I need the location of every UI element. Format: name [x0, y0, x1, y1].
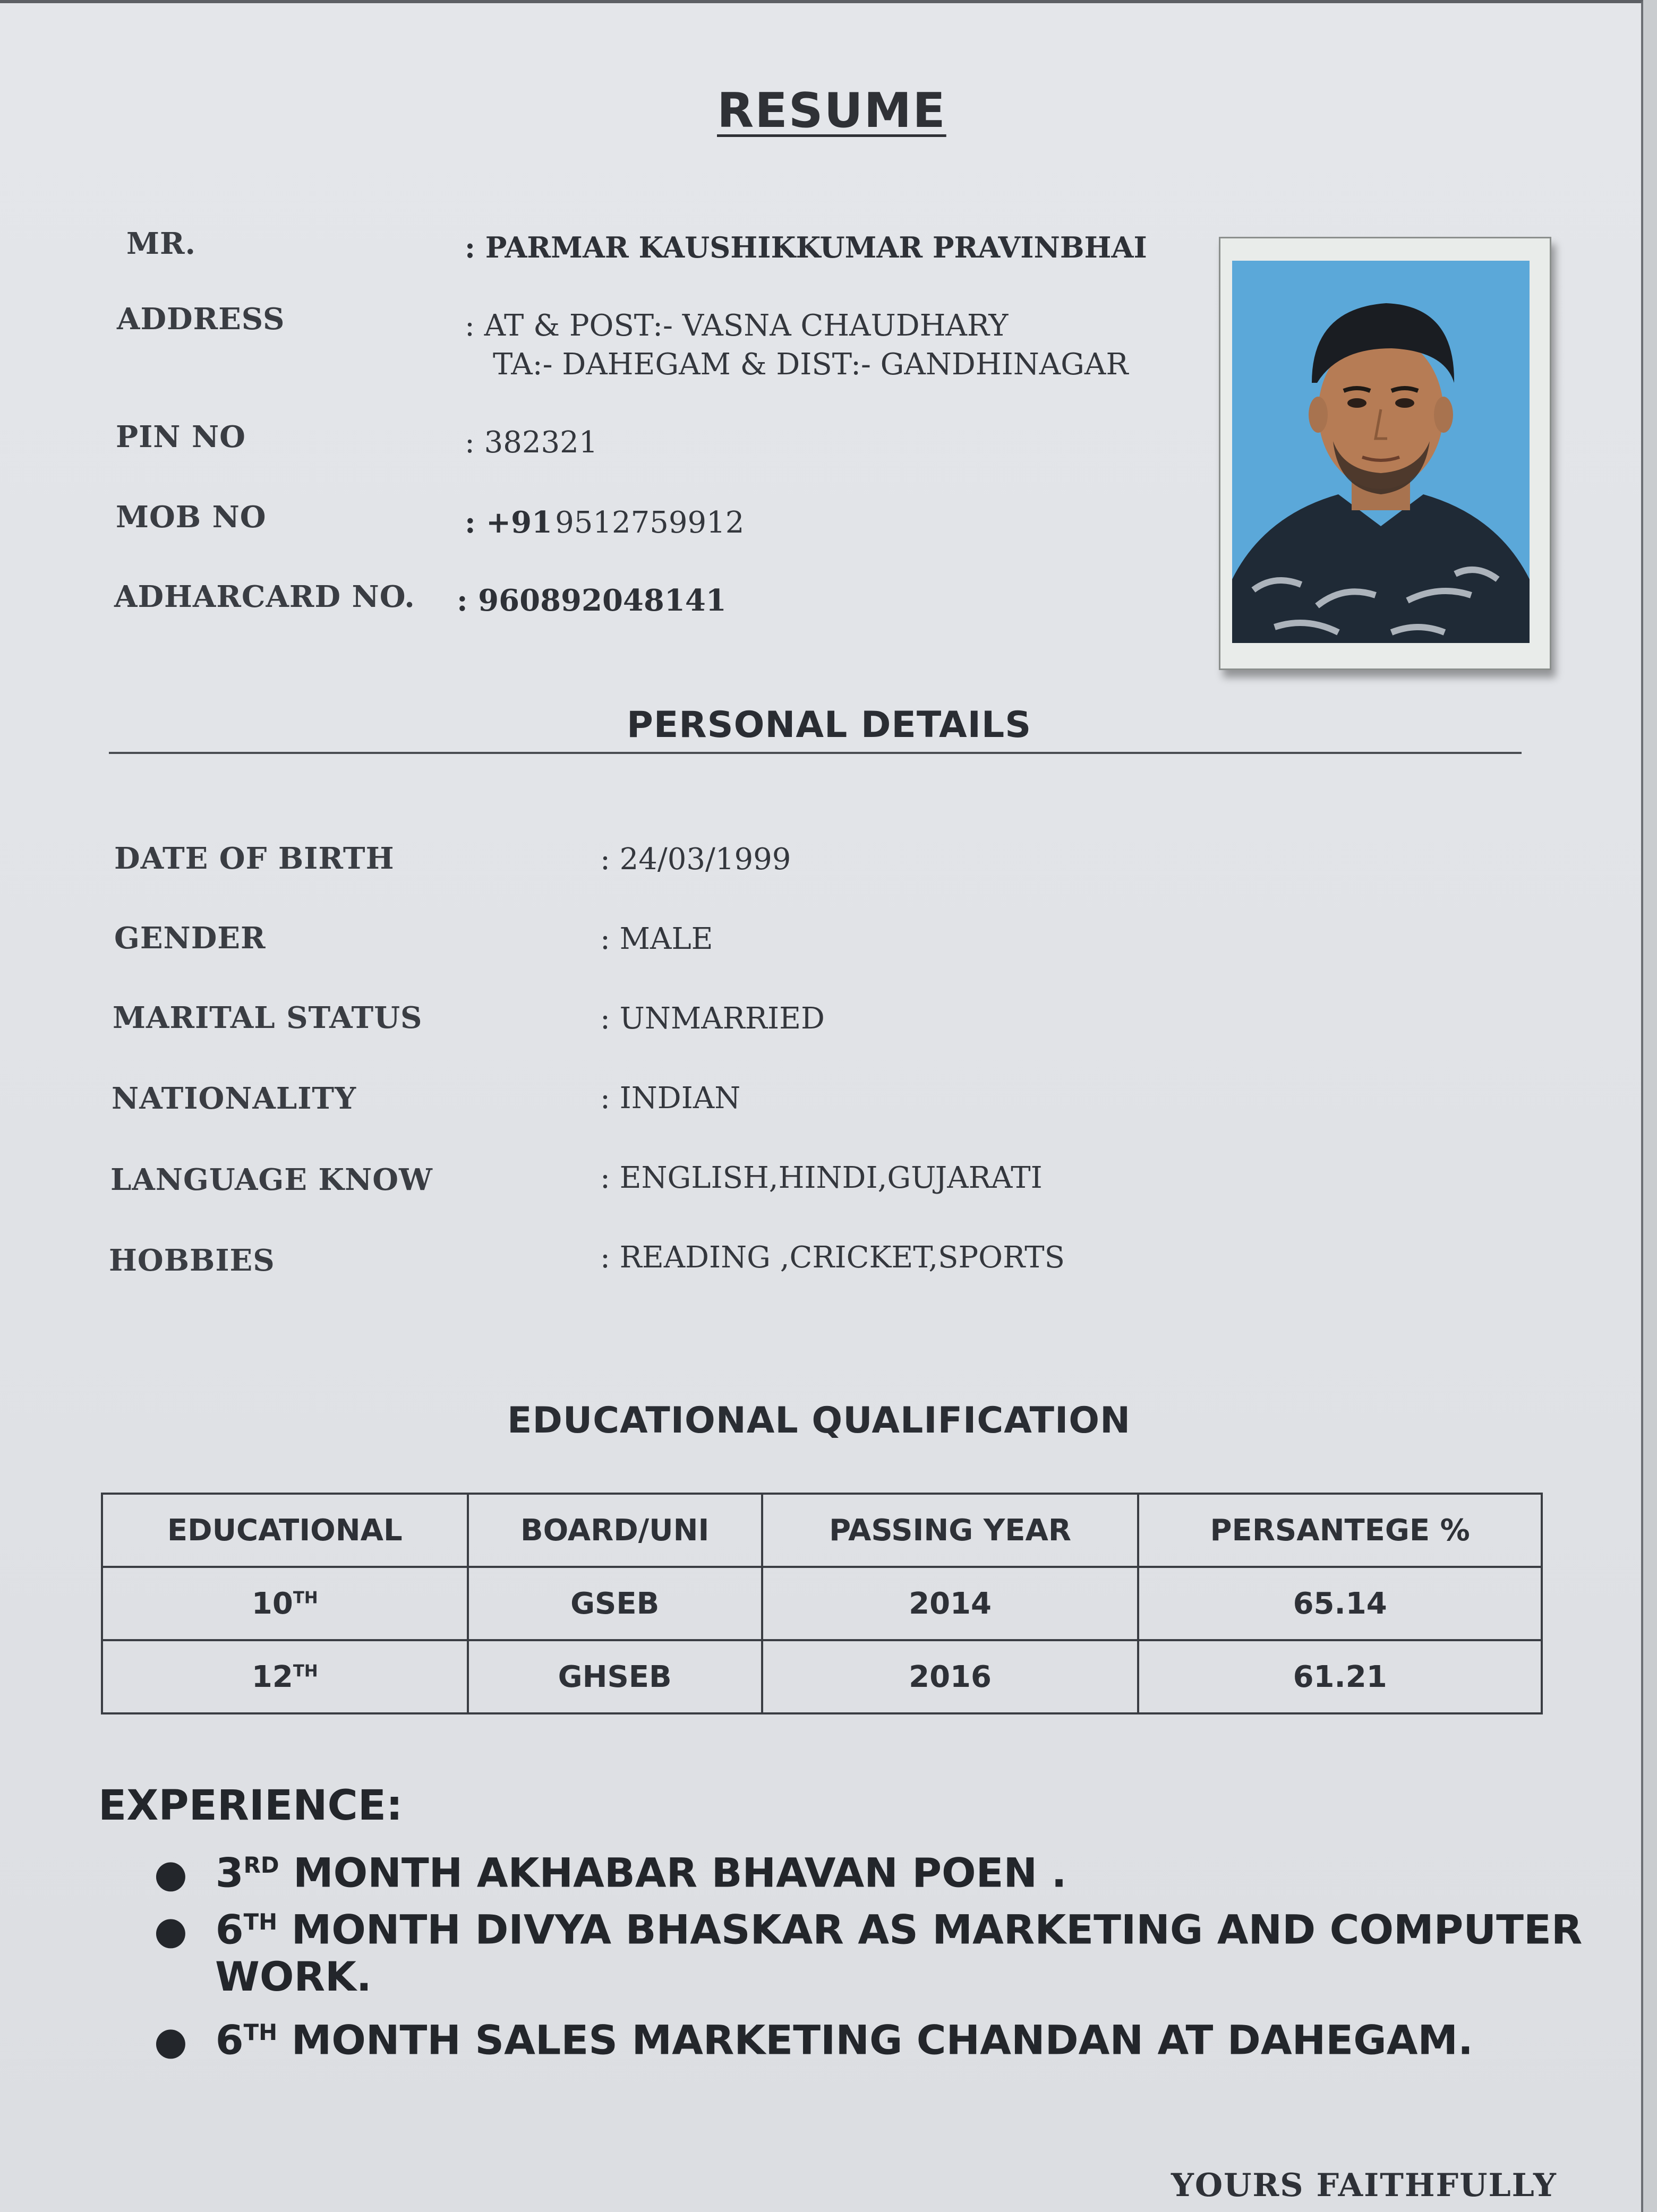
year-cell: 2014	[762, 1567, 1138, 1640]
year-cell: 2016	[762, 1640, 1138, 1713]
hobbies-label: HOBBIES	[109, 1243, 275, 1278]
address-line1: : AT & POST:- VASNA CHAUDHARY	[465, 308, 1009, 343]
education-heading: EDUCATIONAL QUALIFICATION	[507, 1400, 1131, 1442]
section-divider	[109, 752, 1522, 754]
item-suffix: TH	[243, 1909, 278, 1935]
languages-label: LANGUAGE KNOW	[110, 1162, 433, 1197]
name-value: : PARMAR KAUSHIKKUMAR PRAVINBHAI	[465, 230, 1147, 264]
level-suffix: TH	[293, 1661, 318, 1681]
mobile-number: 9512759912	[555, 505, 745, 540]
item-suffix: RD	[243, 1852, 279, 1878]
gender-value: : MALE	[600, 922, 713, 956]
dob-label: DATE OF BIRTH	[114, 841, 395, 876]
experience-item	[154, 2005, 1473, 2068]
level-number: 10	[251, 1586, 293, 1621]
level-cell	[102, 1640, 468, 1713]
item-text: MONTH DIVYA BHASKAR AS MARKETING AND COMPUTER	[277, 1906, 1583, 1953]
nationality-label: NATIONALITY	[112, 1081, 357, 1116]
personal-details-heading: PERSONAL DETAILS	[627, 704, 1032, 746]
column-header: EDUCATIONAL	[102, 1494, 468, 1567]
aadhar-value: : 960892048141	[457, 583, 727, 618]
marital-status-label: MARITAL STATUS	[113, 1000, 423, 1035]
address-line2: TA:- DAHEGAM & DIST:- GANDHINAGAR	[493, 347, 1129, 382]
closing-signoff: YOURS FAITHFULLY	[1171, 2167, 1557, 2204]
page-title: RESUME	[717, 83, 946, 139]
bullet-icon: ●	[154, 1908, 187, 1953]
profile-photo-frame	[1219, 237, 1551, 670]
mobile-value-group	[465, 505, 744, 540]
column-header: BOARD/UNI	[468, 1494, 762, 1567]
percent-cell: 61.21	[1138, 1640, 1542, 1713]
item-number: 6	[215, 1906, 244, 1953]
table-header-row	[102, 1494, 1542, 1567]
percent-cell: 65.14	[1138, 1567, 1542, 1640]
address-label: ADDRESS	[117, 302, 285, 337]
board-cell: GSEB	[468, 1567, 762, 1640]
item-text: MONTH AKHABAR BHAVAN POEN .	[279, 1849, 1067, 1897]
level-suffix: TH	[293, 1588, 318, 1607]
pin-label: PIN NO	[116, 419, 246, 455]
name-label: MR.	[126, 226, 197, 261]
experience-heading: EXPERIENCE:	[98, 1782, 403, 1830]
profile-photo	[1232, 261, 1530, 643]
experience-item	[154, 1838, 1067, 1901]
item-number: 3	[215, 1849, 244, 1897]
dob-value: : 24/03/1999	[600, 842, 791, 877]
aadhar-label: ADHARCARD NO.	[114, 579, 415, 614]
board-cell: GHSEB	[468, 1640, 762, 1713]
level-number: 12	[251, 1659, 293, 1694]
column-header: PERSANTEGE %	[1138, 1494, 1542, 1567]
gender-label: GENDER	[114, 921, 266, 956]
item-number: 6	[215, 2016, 244, 2064]
pin-value: : 382321	[465, 425, 598, 460]
languages-value: : ENGLISH,HINDI,GUJARATI	[600, 1161, 1043, 1195]
experience-item-continuation: WORK.	[215, 1953, 372, 2000]
bullet-icon: ●	[154, 1851, 187, 1896]
nationality-value: : INDIAN	[600, 1081, 741, 1116]
hobbies-value: : READING ,CRICKET,SPORTS	[600, 1240, 1065, 1275]
mobile-prefix: : +91	[465, 505, 553, 540]
table-row	[102, 1567, 1542, 1640]
marital-status-value: : UNMARRIED	[600, 1001, 825, 1036]
table-row	[102, 1640, 1542, 1713]
item-text: MONTH SALES MARKETING CHANDAN AT DAHEGAM.	[277, 2016, 1473, 2064]
column-header: PASSING YEAR	[762, 1494, 1138, 1567]
item-suffix: TH	[243, 2019, 278, 2045]
experience-item	[154, 1894, 1582, 1958]
education-table	[101, 1493, 1543, 1714]
level-cell	[102, 1567, 468, 1640]
mobile-label: MOB NO	[116, 500, 267, 535]
bullet-icon: ●	[154, 2018, 187, 2063]
